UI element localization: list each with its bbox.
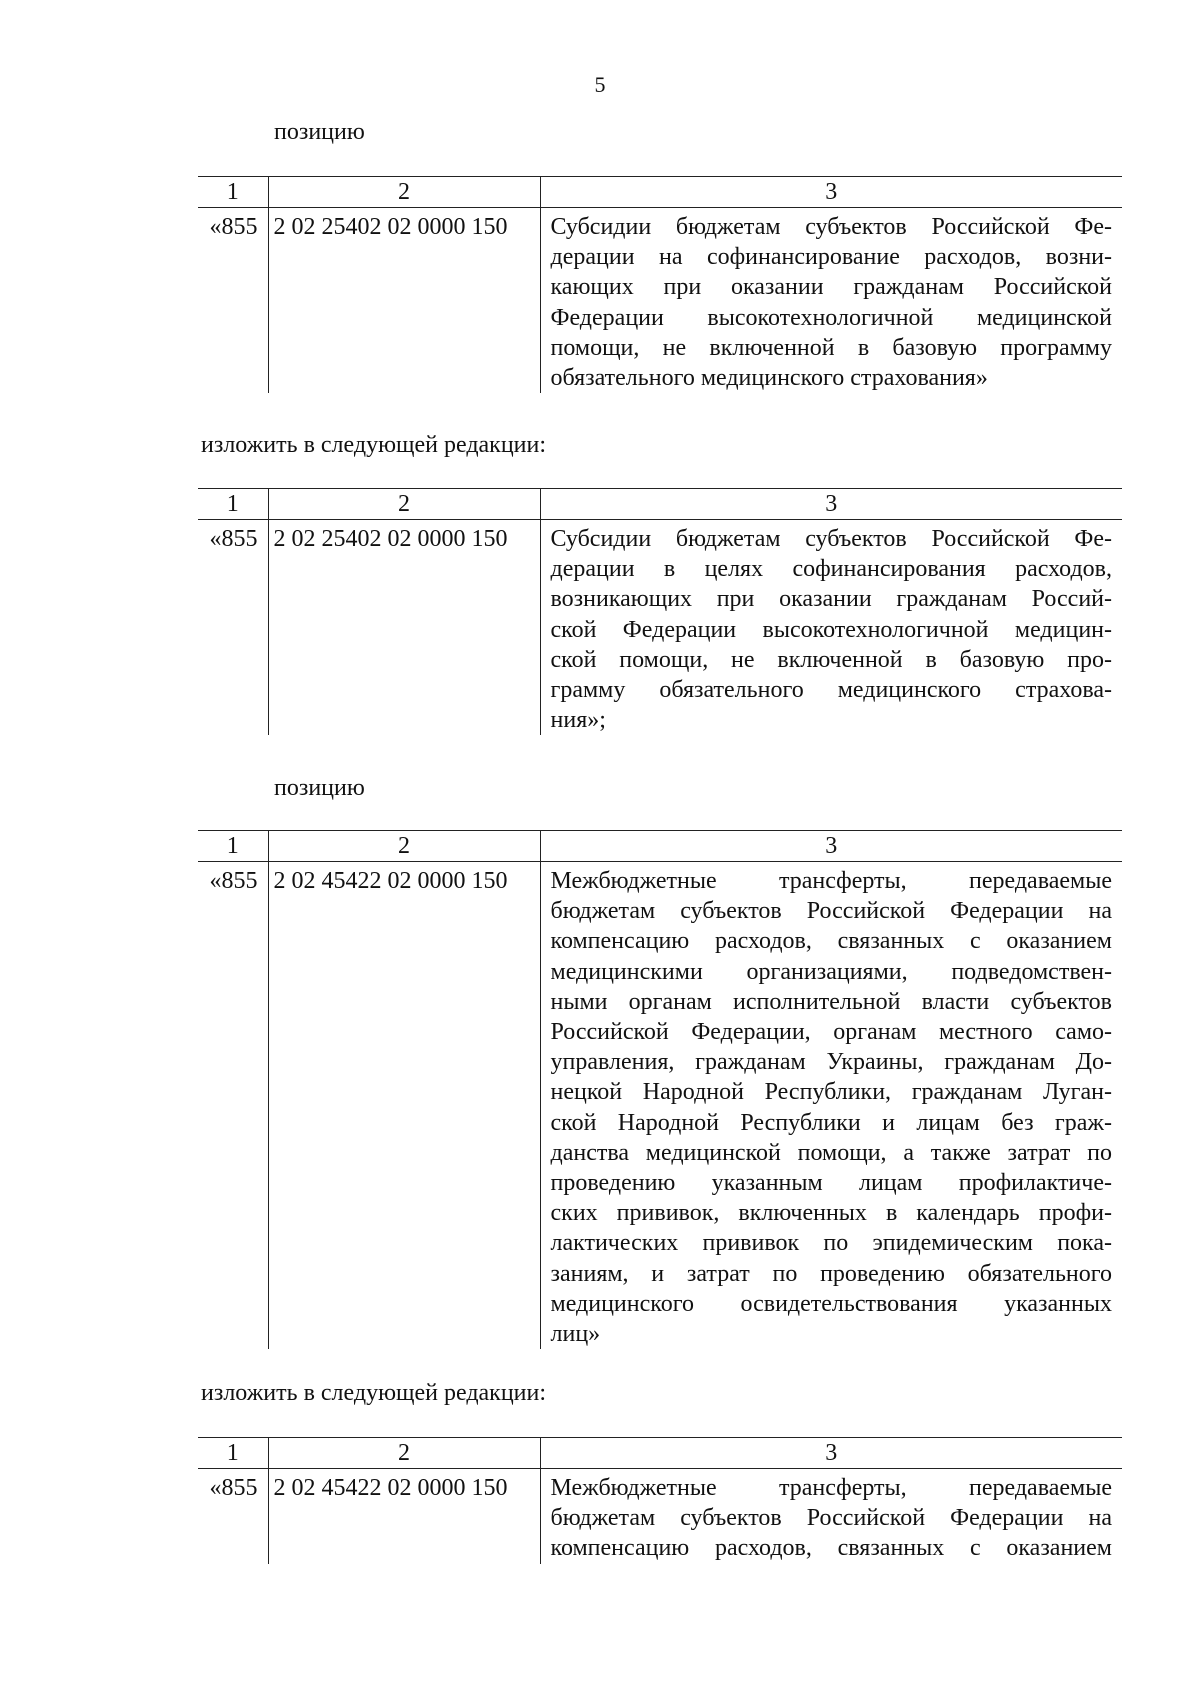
column-header-1: 1 (198, 831, 268, 862)
paragraph-new-edition-1: изложить в следующей редакции: (201, 432, 547, 458)
column-header-1: 1 (198, 489, 268, 520)
description-line: управления, гражданам Украины, гражданам До- (550, 1049, 1112, 1076)
description-line: ния»; (550, 707, 606, 734)
description-line: нецкой Народной Республики, гражданам Луган- (550, 1079, 1112, 1106)
table-row (198, 1469, 1122, 1564)
description-cell (540, 862, 1122, 1350)
description-line: компенсацию расходов, связанных с оказанием (550, 928, 1112, 955)
budget-classification-code-cell: 2 02 45422 02 0000 150 (268, 862, 540, 1350)
table-row (198, 862, 1122, 1350)
admin-code-cell: «855 (209, 1475, 258, 1501)
description-line: Межбюджетные трансферты, передаваемые (550, 868, 1112, 894)
description-line: Субсидии бюджетам субъектов Российской Фе- (550, 214, 1112, 240)
budget-code-table-2 (198, 488, 1122, 735)
description-line: Субсидии бюджетам субъектов Российской Фе- (550, 526, 1112, 552)
description-line: медицинскими организациями, подведомствен- (550, 958, 1112, 985)
description-line: лактических прививок по эпидемическим пока- (550, 1230, 1112, 1257)
admin-code-cell: «855 (209, 214, 258, 240)
paragraph-position-1: позицию (274, 119, 365, 145)
table-header-row (198, 831, 1122, 862)
description-line: данства медицинской помощи, а также затрат по (550, 1139, 1112, 1166)
admin-code-cell: «855 (209, 526, 258, 552)
paragraph-position-2: позицию (274, 775, 365, 801)
table-header-row (198, 1438, 1122, 1469)
budget-code-table-4 (198, 1437, 1122, 1564)
page-number: 5 (594, 72, 606, 97)
column-header-3: 3 (540, 831, 1122, 862)
description-line: дерации на софинансирование расходов, возни- (550, 244, 1112, 271)
description-line: Федерации высокотехнологичной медицинской (550, 304, 1112, 331)
column-header-2: 2 (268, 831, 540, 862)
budget-classification-code-cell: 2 02 45422 02 0000 150 (268, 1469, 540, 1564)
table-header-row (198, 489, 1122, 520)
description-cell (540, 520, 1122, 736)
description-line: ской помощи, не включенной в базовую про- (550, 646, 1112, 673)
column-header-2: 2 (268, 177, 540, 208)
budget-code-table-1 (198, 176, 1122, 393)
admin-code-cell: «855 (209, 868, 258, 894)
description-line: Межбюджетные трансферты, передаваемые (550, 1475, 1112, 1501)
description-line: ской Народной Республики и лицам без граж- (550, 1109, 1112, 1136)
description-line: грамму обязательного медицинского страхова- (550, 677, 1112, 704)
budget-code-table-3 (198, 830, 1122, 1349)
description-line: компенсацию расходов, связанных с оказанием (550, 1535, 1112, 1562)
table-row (198, 208, 1122, 394)
column-header-3: 3 (540, 489, 1122, 520)
table-row (198, 520, 1122, 736)
description-line: ской Федерации высокотехнологичной медицин- (550, 616, 1112, 643)
description-cell (540, 208, 1122, 394)
description-line: Российской Федерации, органам местного само- (550, 1019, 1112, 1046)
column-header-3: 3 (540, 177, 1122, 208)
column-header-3: 3 (540, 1438, 1122, 1469)
budget-classification-code-cell: 2 02 25402 02 0000 150 (268, 520, 540, 736)
column-header-1: 1 (198, 1438, 268, 1469)
description-line: обязательного медицинского страхования» (550, 365, 988, 392)
description-line: кающих при оказании гражданам Российской (550, 274, 1112, 301)
description-line: медицинского освидетельствования указанных (550, 1290, 1112, 1317)
column-header-2: 2 (268, 1438, 540, 1469)
description-cell (540, 1469, 1122, 1564)
table-header-row (198, 177, 1122, 208)
description-line: помощи, не включенной в базовую программу (550, 334, 1112, 361)
description-line: бюджетам субъектов Российской Федерации на (550, 898, 1112, 925)
description-line: ских прививок, включенных в календарь профи- (550, 1200, 1112, 1227)
column-header-2: 2 (268, 489, 540, 520)
column-header-1: 1 (198, 177, 268, 208)
paragraph-new-edition-2: изложить в следующей редакции: (201, 1380, 547, 1406)
description-line: дерации в целях софинансирования расходов, (550, 556, 1112, 583)
description-line: возникающих при оказании гражданам Россий- (550, 586, 1112, 613)
description-line: бюджетам субъектов Российской Федерации на (550, 1505, 1112, 1532)
description-line: ными органам исполнительной власти субъектов (550, 988, 1112, 1015)
budget-classification-code-cell: 2 02 25402 02 0000 150 (268, 208, 540, 394)
description-line: лиц» (550, 1321, 601, 1348)
description-line: заниям, и затрат по проведению обязательного (550, 1260, 1112, 1287)
description-line: проведению указанным лицам профилактиче- (550, 1170, 1112, 1197)
